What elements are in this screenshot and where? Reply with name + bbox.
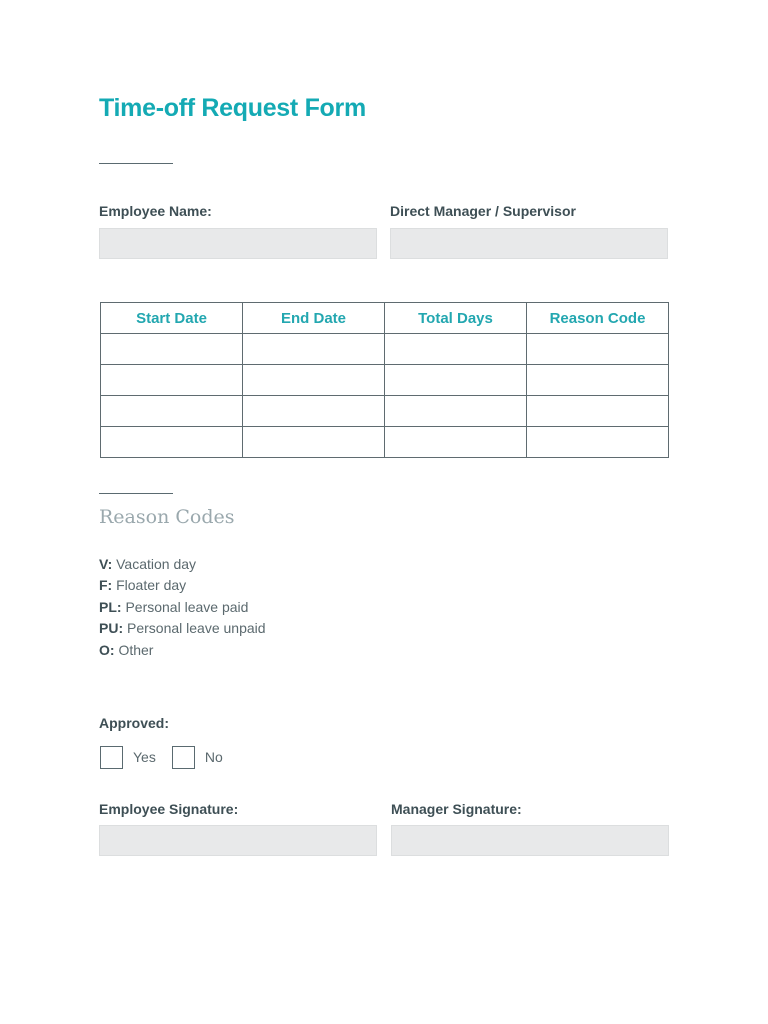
end-date-cell[interactable] xyxy=(243,427,385,458)
reason-code-key: O: xyxy=(99,641,115,658)
reason-code-key: PU: xyxy=(99,620,124,637)
total-days-cell[interactable] xyxy=(385,396,527,427)
approved-yes-label: Yes xyxy=(133,748,156,765)
approved-no-checkbox[interactable] xyxy=(172,746,195,769)
list-item xyxy=(99,597,266,618)
start-date-cell[interactable] xyxy=(101,427,243,458)
reason-code-description: Floater day xyxy=(116,577,187,594)
list-item xyxy=(99,618,266,639)
list-item xyxy=(99,575,266,596)
reason-code-key: F: xyxy=(99,577,113,594)
manager-signature-input[interactable] xyxy=(391,825,669,856)
total-days-header: Total Days xyxy=(385,303,527,334)
page-title: Time-off Request Form xyxy=(99,94,366,122)
approved-no-label: No xyxy=(204,748,223,765)
reason-code-description: Personal leave unpaid xyxy=(127,620,266,637)
reason-code-description: Personal leave paid xyxy=(125,598,249,615)
table-row xyxy=(101,365,669,396)
table-row xyxy=(101,396,669,427)
direct-manager-label: Direct Manager / Supervisor xyxy=(390,203,576,219)
end-date-cell[interactable] xyxy=(243,365,385,396)
end-date-cell[interactable] xyxy=(243,396,385,427)
approval-options xyxy=(100,744,239,769)
title-divider xyxy=(99,163,173,164)
reason-codes-heading: Reason Codes xyxy=(99,506,235,528)
start-date-cell[interactable] xyxy=(101,334,243,365)
reason-codes-list xyxy=(99,554,266,661)
employee-signature-input[interactable] xyxy=(99,825,377,856)
total-days-cell[interactable] xyxy=(385,365,527,396)
time-off-table xyxy=(100,302,669,458)
reason-code-header: Reason Code xyxy=(527,303,669,334)
reason-code-cell[interactable] xyxy=(527,396,669,427)
reason-code-cell[interactable] xyxy=(527,334,669,365)
table-header-row xyxy=(101,303,669,334)
end-date-header: End Date xyxy=(243,303,385,334)
total-days-cell[interactable] xyxy=(385,427,527,458)
manager-signature-label: Manager Signature: xyxy=(391,801,522,817)
start-date-cell[interactable] xyxy=(101,396,243,427)
start-date-cell[interactable] xyxy=(101,365,243,396)
start-date-header: Start Date xyxy=(101,303,243,334)
end-date-cell[interactable] xyxy=(243,334,385,365)
direct-manager-input[interactable] xyxy=(390,228,668,259)
employee-name-input[interactable] xyxy=(99,228,377,259)
total-days-cell[interactable] xyxy=(385,334,527,365)
list-item xyxy=(99,640,266,661)
table-row xyxy=(101,334,669,365)
table-row xyxy=(101,427,669,458)
employee-signature-label: Employee Signature: xyxy=(99,801,239,817)
approved-yes-option xyxy=(100,744,156,769)
employee-name-label: Employee Name: xyxy=(99,203,212,219)
reason-codes-divider xyxy=(99,493,173,494)
reason-code-key: PL: xyxy=(99,598,122,615)
reason-code-cell[interactable] xyxy=(527,365,669,396)
reason-code-cell[interactable] xyxy=(527,427,669,458)
approved-no-option xyxy=(172,744,223,769)
approved-label: Approved: xyxy=(99,715,169,731)
approved-yes-checkbox[interactable] xyxy=(100,746,123,769)
reason-code-key: V: xyxy=(99,556,113,572)
list-item xyxy=(99,554,266,575)
reason-code-description: Other xyxy=(118,641,154,658)
reason-code-description: Vacation day xyxy=(116,556,197,572)
